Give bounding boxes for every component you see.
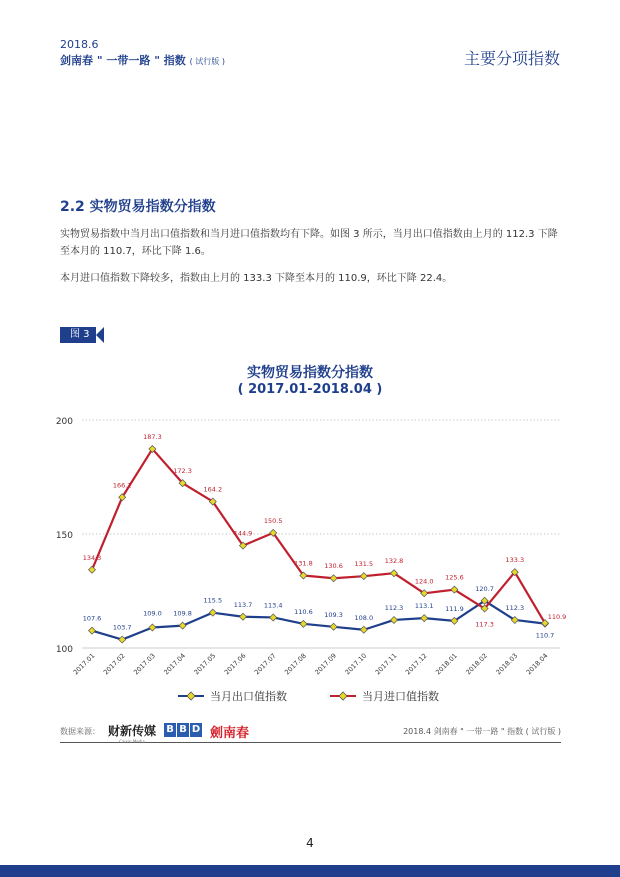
- series-2-point-9: [330, 575, 337, 582]
- series-1-data-label-11: 112.3: [384, 603, 404, 612]
- series-1-point-5: [209, 609, 216, 616]
- series-2-data-label-5: 164.2: [203, 485, 223, 494]
- x-tick-label-8: 2017.08: [283, 651, 308, 677]
- series-1-point-1: [89, 627, 96, 634]
- series-2-data-label-13: 125.6: [445, 573, 464, 582]
- bbd-logo-letter-1: B: [164, 723, 176, 737]
- series-1-data-label-15: 112.3: [505, 603, 525, 612]
- footer-report-title: 2018.4 剑南春 " 一带一路 " 指数 ( 试行版 ): [403, 727, 561, 736]
- series-1-data-label-5: 115.5: [203, 596, 223, 605]
- series-2-data-label-14: 117.3: [475, 620, 494, 629]
- x-tick-label-10: 2017.10: [343, 651, 369, 677]
- series-1-point-11: [391, 616, 398, 623]
- y-tick-label-200: 200: [55, 417, 73, 427]
- header-brand: [60, 52, 225, 68]
- series-1-data-label-10: 108.0: [354, 613, 374, 622]
- header-section-title: 主要分项指数: [463, 49, 560, 68]
- x-tick-label-13: 2018.01: [434, 651, 459, 677]
- x-tick-label-1: 2017.01: [71, 651, 97, 677]
- series-1-point-10: [360, 626, 367, 633]
- series-1-data-label-8: 110.6: [294, 607, 313, 616]
- x-tick-label-6: 2017.06: [222, 651, 248, 677]
- chart-subtitle: ( 2017.01-2018.04 ): [237, 382, 383, 397]
- series-1-point-12: [421, 615, 428, 622]
- legend-item-export: [178, 688, 287, 704]
- source-label: 数据来源：: [60, 727, 100, 736]
- figure-tag: 图 3: [60, 327, 96, 343]
- series-2-data-label-2: 166.1: [112, 481, 132, 490]
- y-tick-label-150: 150: [55, 531, 73, 541]
- y-tick-label-100: 100: [55, 645, 73, 655]
- series-1-point-4: [179, 622, 186, 629]
- header-brand-name: 剑南春 " 一带一路 " 指数: [60, 54, 186, 67]
- series-2-data-label-11: 132.8: [384, 557, 404, 566]
- bbd-logo: [164, 723, 203, 737]
- x-tick-label-7: 2017.07: [252, 651, 278, 677]
- legend-label-import: 当月进口值指数: [362, 690, 439, 703]
- series-2-data-label-6: 144.9: [233, 529, 253, 538]
- jiannanchun-logo: 劍南春: [210, 726, 250, 741]
- caixin-logo-text: 财新传媒: [108, 724, 157, 738]
- series-2-data-label-15: 133.3: [505, 556, 525, 565]
- page-number: 4: [306, 836, 314, 850]
- x-tick-label-12: 2017.12: [403, 651, 429, 677]
- source-row: [60, 722, 561, 743]
- legend-label-export: 当月出口值指数: [210, 690, 287, 703]
- caixin-logo: [108, 722, 156, 744]
- series-1-point-9: [330, 623, 337, 630]
- series-2-data-label-1: 134.3: [82, 553, 102, 562]
- x-tick-label-3: 2017.03: [132, 651, 157, 677]
- series-2-point-1: [89, 566, 96, 573]
- series-1-point-2: [119, 636, 126, 643]
- line-chart: [0, 400, 620, 685]
- bottom-bar: [0, 865, 620, 877]
- series-2-data-label-7: 150.5: [263, 516, 283, 525]
- legend-item-import: [330, 688, 439, 704]
- series-1-data-label-1: 107.6: [82, 614, 102, 623]
- x-tick-label-11: 2017.11: [373, 651, 399, 677]
- series-2-data-label-3: 187.3: [143, 432, 162, 441]
- x-tick-label-5: 2017.05: [192, 651, 218, 677]
- series-1-data-label-14: 120.7: [475, 584, 494, 593]
- series-2-data-label-16: 110.9: [547, 613, 567, 622]
- series-2-point-10: [360, 573, 367, 580]
- series-2-data-label-12: 124.0: [414, 577, 434, 586]
- series-1-point-7: [270, 614, 277, 621]
- chart-title: 实物贸易指数分指数: [247, 365, 373, 381]
- caixin-logo-subtext: Caixin Media: [119, 739, 145, 744]
- x-tick-label-9: 2017.09: [313, 651, 339, 677]
- series-line-2: [92, 449, 545, 623]
- series-1-data-label-13: 111.9: [445, 604, 464, 613]
- legend-marker-export: [178, 691, 204, 701]
- series-1-point-6: [240, 613, 247, 620]
- series-1-data-label-12: 113.1: [414, 602, 434, 611]
- x-tick-label-15: 2018.03: [494, 651, 520, 677]
- series-1-data-label-6: 113.7: [233, 600, 253, 609]
- series-1-point-8: [300, 620, 307, 627]
- series-1-data-label-16: 110.7: [535, 631, 555, 640]
- series-1-data-label-3: 109.0: [143, 609, 162, 618]
- header-brand-edition: ( 试行版 ): [189, 57, 225, 66]
- bbd-logo-letter-2: B: [177, 723, 189, 737]
- x-tick-label-16: 2018.04: [524, 651, 550, 677]
- series-2-data-label-10: 131.5: [354, 560, 374, 569]
- series-1-data-label-2: 103.7: [112, 623, 132, 632]
- figure-tag-arrow: [96, 327, 104, 343]
- x-tick-label-2: 2017.02: [101, 651, 127, 677]
- series-2-data-label-4: 172.3: [173, 467, 192, 476]
- series-1-data-label-4: 109.8: [173, 609, 192, 618]
- series-2-data-label-8: 131.8: [294, 559, 313, 568]
- section-title: 2.2 实物贸易指数分指数: [60, 199, 216, 215]
- legend-marker-import: [330, 691, 356, 701]
- header-date: 2018.6: [60, 38, 99, 51]
- series-1-data-label-9: 109.3: [324, 610, 343, 619]
- series-1-data-label-7: 113.4: [263, 601, 283, 610]
- section-paragraph-1: 实物贸易指数中当月出口值指数和当月进口值指数均有下降。如图 3 所示，当月出口值指数由上月的 112.3 下降至本月的 110.7，环比下降 1.6。: [60, 229, 558, 257]
- series-1-point-3: [149, 624, 156, 631]
- x-tick-label-14: 2018.02: [464, 651, 490, 677]
- x-tick-label-4: 2017.04: [162, 651, 188, 677]
- series-2-data-label-9: 130.6: [324, 562, 343, 571]
- section-paragraph-2: 本月进口值指数下降较多，指数由上月的 133.3 下降至本月的 110.9，环比下降 22.4。: [60, 273, 453, 284]
- bbd-logo-letter-3: D: [191, 724, 201, 735]
